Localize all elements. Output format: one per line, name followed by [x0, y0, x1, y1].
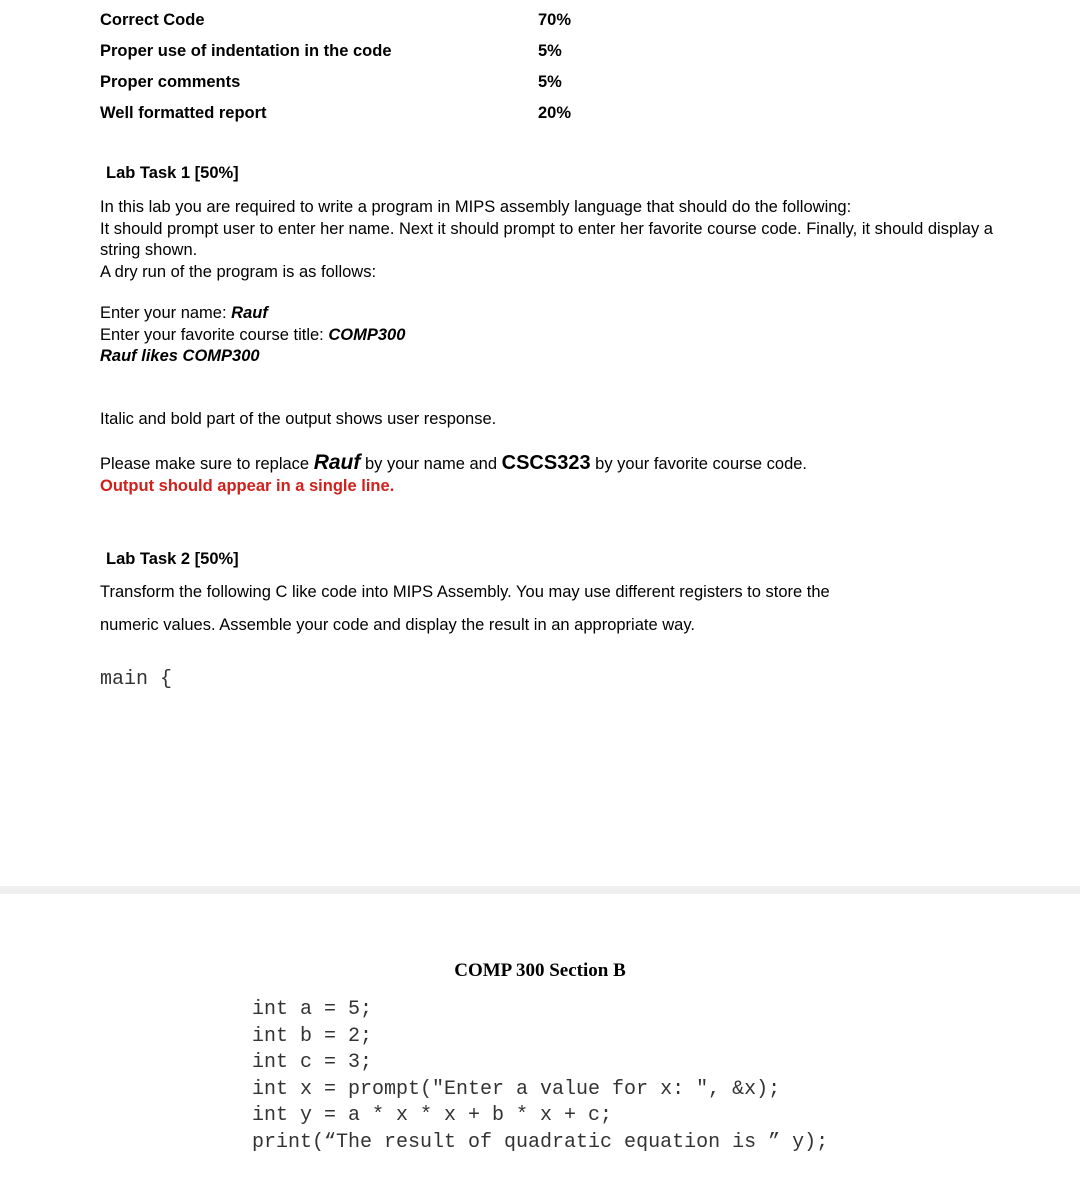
table-row	[100, 36, 618, 67]
document-page-2	[0, 894, 1080, 1180]
course-response: COMP300	[328, 325, 406, 344]
course-prompt: Enter your favorite course title:	[100, 325, 329, 344]
replace-code: CSCS323	[501, 452, 591, 474]
code-line: int b = 2;	[252, 1024, 373, 1048]
intro-line: A dry run of the program is as follows:	[100, 262, 377, 281]
weight-cell: 5%	[538, 73, 562, 91]
intro-line: It should prompt user to enter her name. Next it should prompt to enter her favorite course code. Finally, it should display a string shown.	[100, 219, 993, 259]
desc-line: Transform the following C like code into MIPS Assembly. You may use different registers to store the	[100, 583, 830, 601]
intro-line: In this lab you are required to write a program in MIPS assembly language that should do the following:	[100, 198, 852, 216]
replace-line	[100, 452, 1000, 476]
page-separator	[0, 886, 1080, 894]
dry-run-line	[100, 325, 1000, 347]
section-header: COMP 300 Section B	[454, 960, 626, 981]
task2-heading: Lab Task 2 [50%]	[106, 550, 239, 568]
code-line: int c = 3;	[252, 1051, 373, 1074]
table-row	[100, 67, 618, 98]
dry-run-line	[100, 303, 1000, 325]
code-line: print(“The result of quadratic equation is ” y);	[252, 1130, 829, 1154]
criterion-cell: Correct Code	[100, 11, 205, 29]
criterion-cell: Proper use of indentation in the code	[100, 42, 392, 60]
code-line: int a = 5;	[252, 998, 373, 1021]
replace-post: by your favorite course code.	[590, 455, 808, 473]
name-response: Rauf	[231, 304, 268, 322]
task1-heading: Lab Task 1 [50%]	[106, 164, 239, 182]
criterion-cell: Proper comments	[100, 73, 241, 91]
weight-cell: 5%	[538, 42, 562, 60]
weight-cell: 20%	[538, 104, 572, 122]
grading-table	[100, 5, 618, 129]
name-prompt: Enter your name:	[100, 304, 232, 322]
code-line: int y = a * x * x + b * x + c;	[252, 1104, 613, 1127]
code-line: int x = prompt("Enter a value for x: ", &x);	[252, 1077, 781, 1101]
replace-instructions	[100, 452, 1000, 497]
replace-name: Rauf	[313, 451, 361, 474]
code-block	[252, 997, 828, 1156]
dry-run	[100, 303, 1000, 368]
task1-intro	[100, 197, 1000, 283]
code-main-open: main {	[100, 668, 173, 691]
task2-description	[100, 576, 1000, 642]
replace-mid: by your name and	[360, 455, 502, 473]
criterion-cell: Well formatted report	[100, 104, 267, 122]
replace-pre: Please make sure to replace	[100, 455, 314, 473]
table-row	[100, 5, 618, 36]
single-line-warning: Output should appear in a single line.	[100, 476, 395, 495]
dry-run-output: Rauf likes COMP300	[100, 347, 260, 365]
desc-line: numeric values. Assemble your code and display the result in an appropriate way.	[100, 616, 695, 634]
table-row	[100, 98, 618, 129]
response-note: Italic and bold part of the output shows user response.	[100, 410, 497, 428]
weight-cell: 70%	[538, 11, 572, 29]
